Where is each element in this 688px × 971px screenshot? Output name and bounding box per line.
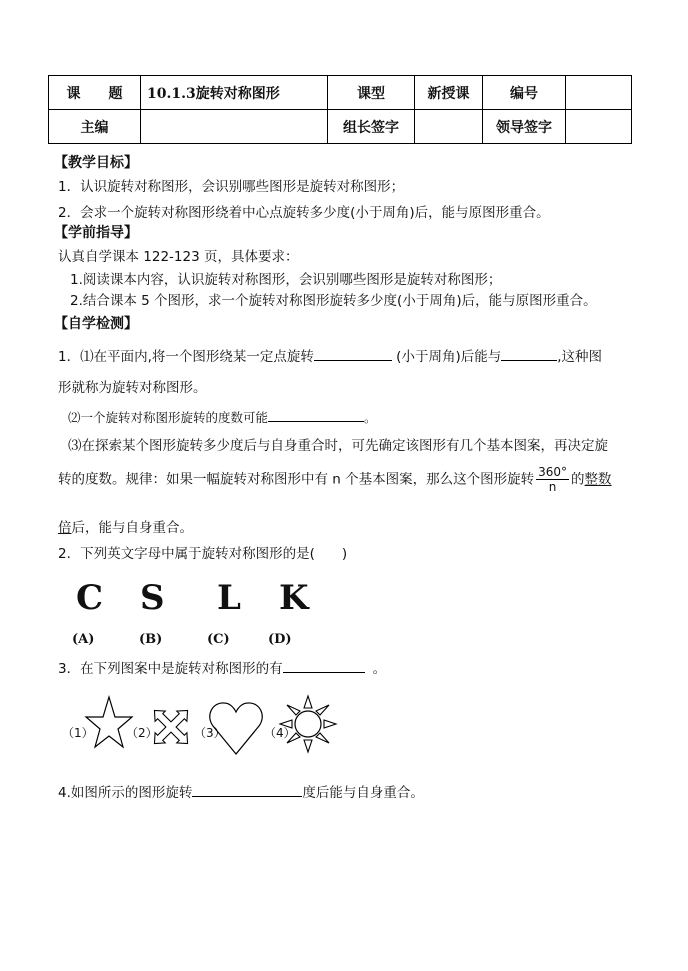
- q1c-underlined-times: 倍: [58, 520, 72, 536]
- fraction-denominator: n: [548, 480, 557, 494]
- topic-value: 10.1.3旋转对称图形: [141, 76, 328, 110]
- question-1c-line1: ⑶在探索某个图形旋转多少度后与自身重合时，可先确定该图形有几个基本图案，再决定旋: [68, 438, 608, 454]
- type-value: 新授课: [415, 76, 483, 110]
- question-1b: [68, 407, 377, 426]
- q3-blank[interactable]: [283, 658, 365, 673]
- goals-item-2: 2．会求一个旋转对称图形绕着中心点旋转多少度(小于周角)后，能与原图形重合。: [58, 205, 550, 221]
- label-topic: 课 题: [49, 76, 141, 110]
- letter-c: C: [76, 578, 104, 618]
- pattern-label-2: （2）: [126, 726, 158, 740]
- q1b-blank[interactable]: [268, 407, 364, 422]
- option-a[interactable]: (A): [72, 632, 95, 647]
- q1b-end: 。: [364, 410, 377, 425]
- editor-value[interactable]: [141, 110, 328, 144]
- guide-intro: 认真自学课本 122-123 页，具体要求：: [58, 249, 299, 265]
- q4-text-a: 4.如图所示的图形旋转: [58, 785, 193, 801]
- header-row-1: [49, 76, 632, 110]
- q1c-text-b: 的: [571, 471, 585, 488]
- sun-pattern-icon: [276, 690, 340, 758]
- option-d[interactable]: (D): [268, 632, 292, 647]
- q1c-text-a: 转的度数。规律：如果一幅旋转对称图形中有 n 个基本图案，那么这个图形旋转: [58, 471, 535, 488]
- q4-blank[interactable]: [192, 782, 302, 797]
- fraction-360-over-n: [536, 465, 569, 494]
- q1a-blank-2[interactable]: [501, 346, 557, 361]
- q4-text-b: 度后能与自身重合。: [302, 785, 424, 801]
- q1c-underlined-integer: 整数: [584, 471, 612, 488]
- q1a-text-1: 1．⑴在平面内,将一个图形绕某一定点旋转: [58, 349, 314, 365]
- pattern-label-4: （4）: [264, 726, 296, 740]
- guide-heading: 【学前指导】: [54, 225, 138, 241]
- header-row-2: [49, 110, 632, 144]
- letter-k: K: [279, 578, 309, 618]
- option-b[interactable]: (B): [139, 632, 163, 647]
- number-value[interactable]: [566, 76, 632, 110]
- check-heading: 【自学检测】: [54, 316, 138, 332]
- fraction-numerator: 360°: [538, 465, 568, 479]
- goals-heading: 【教学目标】: [54, 155, 138, 171]
- group-sign-value[interactable]: [415, 110, 483, 144]
- letter-l: L: [217, 578, 241, 618]
- q1a-text-3: ,这种图: [557, 349, 603, 365]
- heart-pattern-icon: [208, 700, 264, 756]
- guide-item-1: 1.阅读课本内容，认识旋转对称图形，会识别哪些图形是旋转对称图形；: [70, 272, 502, 288]
- q1c-text-c: 后，能与自身重合。: [71, 520, 193, 536]
- label-number: 编号: [483, 76, 566, 110]
- header-table: [48, 75, 632, 144]
- four-arrow-pattern-icon: [144, 700, 198, 754]
- letter-s: S: [140, 578, 165, 618]
- question-4: [58, 781, 424, 801]
- goals-item-1: 1．认识旋转对称图形，会识别哪些图形是旋转对称图形；: [58, 179, 405, 195]
- pattern-label-3: （3）: [194, 726, 226, 740]
- label-leader-sign: 领导签字: [483, 110, 566, 144]
- q3-text: 3．在下列图案中是旋转对称图形的有: [58, 661, 283, 677]
- label-editor: 主编: [49, 110, 141, 144]
- question-1c-line3: [58, 516, 193, 536]
- label-type: 课型: [328, 76, 415, 110]
- label-group-sign: 组长签字: [328, 110, 415, 144]
- question-1a: [58, 345, 602, 365]
- question-3: [58, 657, 386, 677]
- option-c[interactable]: (C): [207, 632, 230, 647]
- question-1a-line2: 形就称为旋转对称图形。: [58, 380, 207, 396]
- leader-sign-value[interactable]: [566, 110, 632, 144]
- q1b-text: ⑵一个旋转对称图形旋转的度数可能: [68, 410, 269, 425]
- question-1c-line2: [58, 465, 612, 494]
- pattern-label-1: （1）: [62, 726, 94, 740]
- q1a-blank-1[interactable]: [314, 346, 392, 361]
- q3-end: 。: [372, 661, 387, 677]
- guide-item-2: 2.结合课本 5 个图形，求一个旋转对称图形旋转多少度(小于周角)后，能与原图形重合。: [70, 293, 597, 309]
- question-2: 2．下列英文字母中属于旋转对称图形的是( ): [58, 546, 348, 562]
- q1a-text-2: (小于周角)后能与: [391, 349, 502, 365]
